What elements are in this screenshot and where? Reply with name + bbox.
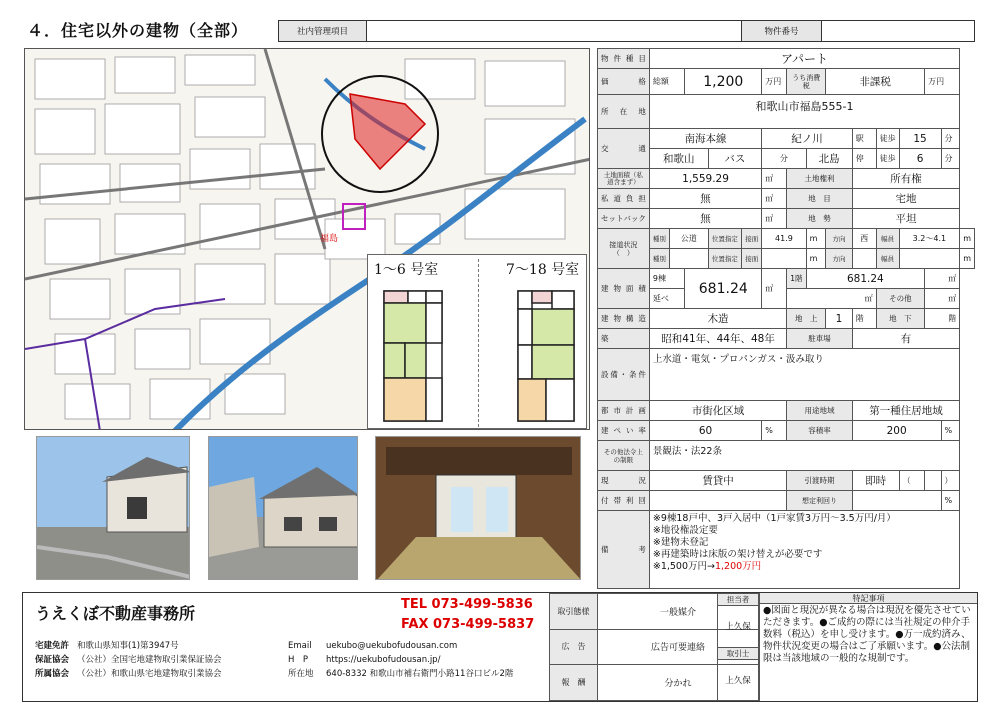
bldg-area-value: 681.24 bbox=[685, 269, 762, 309]
frontage-unit-2: m bbox=[806, 249, 826, 269]
private-road-unit: ㎡ bbox=[762, 189, 787, 209]
facilities-label: 設備・条件 bbox=[598, 349, 650, 401]
frontage-value: 41.9 bbox=[762, 229, 806, 249]
other-area-unit: ㎡ bbox=[925, 289, 960, 309]
private-road-value: 無 bbox=[649, 189, 761, 209]
total-floor-label: 延べ bbox=[649, 289, 684, 309]
deal-label: 取引態様 bbox=[550, 594, 598, 630]
below-label: 地 下 bbox=[876, 309, 925, 329]
yield-unit: % bbox=[941, 491, 960, 511]
assoc-value: （公社）和歌山県宅地建物取引業協会 bbox=[77, 669, 222, 679]
dir-value: 西 bbox=[852, 229, 876, 249]
yield-label: 想定利回り bbox=[787, 491, 852, 511]
floorplan-inset bbox=[367, 254, 587, 429]
pos-label-1: 位置指定 bbox=[708, 229, 742, 249]
special-notes-label: 特記事項 bbox=[760, 593, 977, 604]
floor1-label: 1階 bbox=[787, 269, 806, 289]
staff-label: 担当者 bbox=[718, 594, 759, 606]
walk1-unit: 分 bbox=[941, 129, 960, 149]
structure-value: 木造 bbox=[649, 309, 786, 329]
special-notes-text: ●図面と現況が異なる場合は現況を優先させていただきます。●ご成約の際には当社規定の仲介手数料（税込）を申し受けます。●万一成約済み、物件状況変更の場合はご了承願います。●公法制限は当該地域の一般的な規制です。 bbox=[763, 605, 971, 664]
line2-a: 和歌山 bbox=[649, 149, 708, 169]
price-unit: 万円 bbox=[762, 69, 787, 95]
staff-value: 上久保 bbox=[718, 606, 759, 648]
far-unit: % bbox=[941, 421, 960, 441]
line1: 南海本線 bbox=[649, 129, 761, 149]
address-value: 640-8332 和歌山市補右衛門小路11谷口ビル2階 bbox=[326, 669, 514, 679]
chimoku-label: 地 目 bbox=[787, 189, 852, 209]
remarks-block bbox=[649, 511, 959, 589]
handover-paren-close: ） bbox=[941, 471, 960, 491]
property-spec-table bbox=[597, 48, 975, 589]
bldg-area-unit: ㎡ bbox=[762, 269, 787, 309]
land-right-label: 土地権利 bbox=[787, 169, 852, 189]
current-value: 賃貸中 bbox=[649, 471, 786, 491]
ad-value: 広告可要連絡 bbox=[598, 629, 759, 665]
company-licenses bbox=[35, 639, 222, 681]
remarks-label: 備 考 bbox=[598, 511, 650, 589]
rent-label: 付帯利回 bbox=[598, 491, 650, 511]
setback-unit: ㎡ bbox=[762, 209, 787, 229]
frontage-label-1: 接面 bbox=[742, 229, 762, 249]
line2-b: バス bbox=[708, 149, 762, 169]
email-value[interactable]: uekubo@uekubofudousan.com bbox=[326, 641, 458, 651]
photo-exterior-1 bbox=[36, 436, 190, 580]
land-right-value: 所有権 bbox=[852, 169, 959, 189]
assist-label: 取引士 bbox=[718, 647, 759, 659]
other-limits-label: その他法令上の制限 bbox=[598, 441, 650, 471]
staff-table bbox=[717, 593, 759, 701]
price-change-old: ※1,500万円→ bbox=[652, 561, 715, 572]
hp-label: H P bbox=[288, 655, 309, 665]
station-word: 駅 bbox=[852, 129, 876, 149]
price-change-new: 1,200万円 bbox=[714, 561, 762, 572]
bcr-label: 建ぺい率 bbox=[598, 421, 650, 441]
dir-label-1: 方向 bbox=[826, 229, 853, 249]
below-unit: 階 bbox=[925, 309, 960, 329]
use-zone-label: 用途地域 bbox=[787, 401, 852, 421]
terrain-label: 地 勢 bbox=[787, 209, 852, 229]
current-label: 現 況 bbox=[598, 471, 650, 491]
walk2-unit: 分 bbox=[941, 149, 960, 169]
bcr-value: 60 bbox=[649, 421, 761, 441]
width-unit: m bbox=[960, 229, 975, 249]
walk1-value: 15 bbox=[899, 129, 941, 149]
bcr-unit: % bbox=[762, 421, 787, 441]
dir-label-2: 方向 bbox=[826, 249, 853, 269]
private-road-label: 私道負担 bbox=[598, 189, 650, 209]
tax-label: うち消費税 bbox=[787, 69, 826, 95]
frontage-unit: m bbox=[806, 229, 826, 249]
guarantee-value: （公社）全国宅地建物取引業保証協会 bbox=[77, 655, 222, 665]
mgmt-value[interactable] bbox=[367, 21, 742, 41]
email-label: Email bbox=[288, 641, 312, 651]
tax-unit: 万円 bbox=[925, 69, 960, 95]
blank-unit: ㎡ bbox=[787, 289, 876, 309]
license-label: 宅建免許 bbox=[35, 641, 70, 651]
above-unit: 階 bbox=[852, 309, 876, 329]
parking-value: 有 bbox=[852, 329, 959, 349]
floorplan-right-title: 7〜18 号室 bbox=[506, 262, 580, 278]
terrain-value: 平坦 bbox=[852, 209, 959, 229]
facilities-value: 上水道・電気・プロパンガス・汲み取り bbox=[649, 349, 959, 401]
guarantee-label: 保証協会 bbox=[35, 655, 70, 665]
road-kind: 公道 bbox=[669, 229, 708, 249]
bldg-area-label: 建物面積 bbox=[598, 269, 650, 309]
header-management-box bbox=[278, 20, 975, 42]
far-value: 200 bbox=[852, 421, 941, 441]
remark-line-2: ※地役権設定要 bbox=[652, 525, 718, 536]
fee-label: 報 酬 bbox=[550, 665, 598, 701]
location-label: 所在地 bbox=[598, 95, 650, 129]
total-label: 総額 bbox=[649, 69, 684, 95]
bldg-count: 9棟 bbox=[649, 269, 684, 289]
floor1-unit: ㎡ bbox=[925, 269, 960, 289]
company-contacts bbox=[288, 639, 513, 681]
address-label: 所在地 bbox=[288, 669, 314, 679]
parking-label: 駐車場 bbox=[787, 329, 852, 349]
other-area-label: その他 bbox=[876, 289, 925, 309]
built-label: 築 bbox=[598, 329, 650, 349]
section-title: ４．住宅以外の建物（全部） bbox=[27, 21, 249, 40]
walk-word-2: 徒歩 bbox=[876, 149, 899, 169]
map-area-label: 福島 bbox=[320, 234, 339, 244]
deal-value: 一般媒介 bbox=[598, 594, 759, 630]
special-notes-box bbox=[759, 593, 977, 701]
far-label: 容積率 bbox=[787, 421, 852, 441]
use-zone-value: 第一種住居地域 bbox=[852, 401, 959, 421]
hp-link[interactable]: https://uekubofudousan.jp/ bbox=[326, 655, 441, 665]
walk-word-1: 徒歩 bbox=[876, 129, 899, 149]
location-value: 和歌山市福島555-1 bbox=[649, 95, 959, 129]
fee-value: 分かれ bbox=[598, 665, 759, 701]
frontage-label-2: 接面 bbox=[742, 249, 762, 269]
handover-label: 引渡時期 bbox=[787, 471, 852, 491]
license-value: 和歌山県知事(1)第3947号 bbox=[77, 641, 179, 651]
station1: 紀ノ川 bbox=[762, 129, 853, 149]
floorplan-left-title: 1〜6 号室 bbox=[374, 262, 439, 278]
assist-value: 上久保 bbox=[718, 659, 759, 701]
type-value: アパート bbox=[649, 49, 959, 69]
photo-exterior-2 bbox=[208, 436, 358, 580]
pos-label-2: 位置指定 bbox=[708, 249, 742, 269]
access-label: 接道状況（ ） bbox=[598, 229, 650, 269]
type-label: 物件種目 bbox=[598, 49, 650, 69]
width-unit-2: m bbox=[960, 249, 975, 269]
width-label-2: 幅員 bbox=[876, 249, 899, 269]
kind-label-2: 種別 bbox=[649, 249, 669, 269]
tax-value: 非課税 bbox=[826, 69, 925, 95]
other-limits-value: 景観法・法22条 bbox=[649, 441, 959, 471]
photo-interior-image bbox=[376, 437, 581, 580]
price-label: 価 格 bbox=[598, 69, 650, 95]
bus-min-unit: 分 bbox=[762, 149, 806, 169]
photo-exterior-2-image bbox=[209, 437, 358, 580]
property-no-value[interactable] bbox=[822, 21, 974, 41]
chimoku-value: 宅地 bbox=[852, 189, 959, 209]
photo-exterior-1-image bbox=[37, 437, 190, 580]
city-plan-value: 市街化区域 bbox=[649, 401, 786, 421]
company-name: うえくぼ不動産事務所 bbox=[35, 604, 196, 623]
tel-number[interactable]: TEL 073-499-5836 bbox=[401, 597, 533, 612]
transport-label: 交 通 bbox=[598, 129, 650, 169]
company-footer bbox=[22, 592, 978, 702]
land-area-value: 1,559.29 bbox=[649, 169, 761, 189]
remark-line-1: ※9棟18戸中、3戸入居中（1戸家賃3万円〜3.5万円/月） bbox=[652, 513, 896, 524]
location-map bbox=[24, 48, 590, 430]
width-value: 3.2〜4.1 bbox=[899, 229, 960, 249]
above-value: 1 bbox=[826, 309, 853, 329]
stop-word: 停 bbox=[852, 149, 876, 169]
land-area-unit: ㎡ bbox=[762, 169, 787, 189]
floorplan-drawings bbox=[368, 283, 588, 429]
remark-line-3: ※建物未登記 bbox=[652, 537, 709, 548]
kind-label-1: 種別 bbox=[649, 229, 669, 249]
handover-value: 即時 bbox=[852, 471, 899, 491]
walk2-value: 6 bbox=[899, 149, 941, 169]
assoc-label: 所属協会 bbox=[35, 669, 70, 679]
built-value: 昭和41年、44年、48年 bbox=[649, 329, 786, 349]
setback-value: 無 bbox=[649, 209, 761, 229]
fax-number: FAX 073-499-5837 bbox=[401, 617, 535, 632]
price-change-line bbox=[653, 561, 956, 573]
mgmt-label: 社内管理項目 bbox=[279, 21, 367, 41]
city-plan-label: 都市計画 bbox=[598, 401, 650, 421]
remark-line-4: ※再建築時は床版の架け替えが必要です bbox=[652, 549, 823, 560]
floor1-value: 681.24 bbox=[806, 269, 925, 289]
land-area-label: 土地面積（私道含まず） bbox=[598, 169, 650, 189]
structure-label: 建物構造 bbox=[598, 309, 650, 329]
handover-paren-open: （ bbox=[899, 471, 925, 491]
property-no-label: 物件番号 bbox=[742, 21, 822, 41]
price-value: 1,200 bbox=[685, 69, 762, 95]
bus-stop: 北島 bbox=[806, 149, 852, 169]
width-label-1: 幅員 bbox=[876, 229, 899, 249]
above-label: 地 上 bbox=[787, 309, 826, 329]
photo-interior bbox=[375, 436, 581, 580]
ad-label: 広 告 bbox=[550, 629, 598, 665]
setback-label: セットバック bbox=[598, 209, 650, 229]
